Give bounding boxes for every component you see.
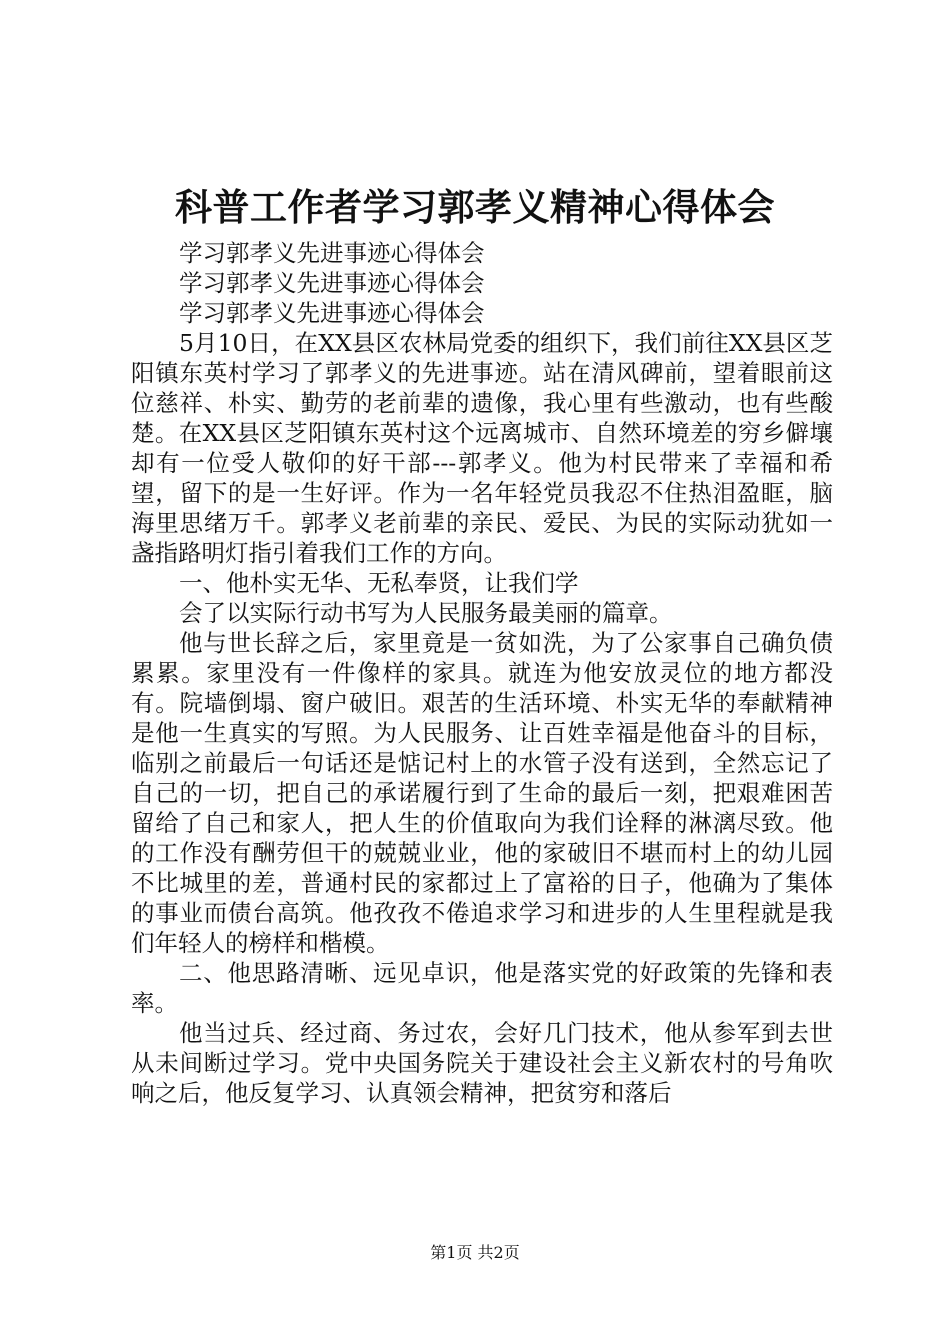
paragraph: 他当过兵、经过商、务过农，会好几门技术，他从参军到去世从未间断过学习。党中央国务院关于建设社会主义新农村的号角吹响之后，他反复学习、认真领会精神，把贫穷和落后 xyxy=(131,1019,833,1107)
document-body xyxy=(131,238,833,1108)
paragraph: 学习郭孝义先进事迹心得体会 xyxy=(179,269,485,297)
page-number: 第1页 共2页 xyxy=(430,1243,520,1262)
section-heading: 二、他思路清晰、远见卓识，他是落实党的好政策的先锋和表率。 xyxy=(131,959,833,1017)
paragraph: 学习郭孝义先进事迹心得体会 xyxy=(179,239,485,267)
paragraph: 学习郭孝义先进事迹心得体会 xyxy=(179,299,485,327)
document-title: 科普工作者学习郭孝义精神心得体会 xyxy=(175,185,775,229)
paragraph: 会了以实际行动书写为人民服务最美丽的篇章。 xyxy=(179,599,673,627)
paragraph: 他与世长辞之后，家里竟是一贫如洗，为了公家事自己确负债累累。家里没有一件像样的家具。就连为他安放灵位的地方都没有。院墙倒塌、窗户破旧。艰苦的生活环境、朴实无华的奉献精神是他一生真实的写照。为人民服务、让百姓幸福是他奋斗的目标，临别之前最后一句话还是惦记村上的水管子没有送到，全然忘记了自己的一切，把自己的承诺履行到了生命的最后一刻，把艰难困苦留给了自己和家人，把人生的价值取向为我们诠释的淋漓尽致。他的工作没有酬劳但干的兢兢业业，他的家破旧不堪而村上的幼儿园不比城里的差，普通村民的家都过上了富裕的日子，他确为了集体的事业而债台高筑。他孜孜不倦追求学习和进步的人生里程就是我们年轻人的榜样和楷模。 xyxy=(131,629,833,957)
paragraph: 5月10日，在XX县区农林局党委的组织下，我们前往XX县区芝阳镇东英村学习了郭孝义的先进事迹。站在清风碑前，望着眼前这位慈祥、朴实、勤劳的老前辈的遗像，我心里有些激动，也有些酸楚。在XX县区芝阳镇东英村这个远离城市、自然环境差的穷乡僻壤却有一位受人敬仰的好干部---郭孝义。他为村民带来了幸福和希望，留下的是一生好评。作为一名年轻党员我忍不住热泪盈眶，脑海里思绪万千。郭孝义老前辈的亲民、爱民、为民的实际动犹如一盏指路明灯指引着我们工作的方向。 xyxy=(131,329,833,567)
section-heading: 一、他朴实无华、无私奉贤，让我们学 xyxy=(179,569,579,597)
